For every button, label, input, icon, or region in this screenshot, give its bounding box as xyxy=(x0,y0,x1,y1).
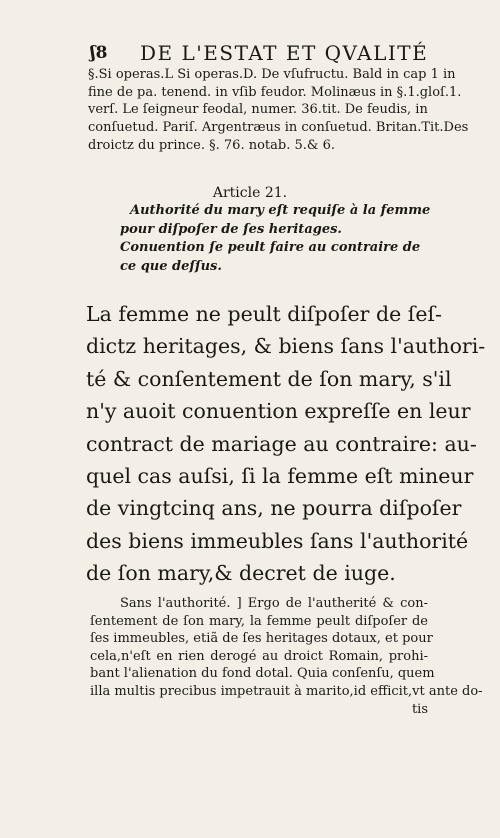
commentary-line: bant l'alienation du fond dotal. Quia conſenſu, quem xyxy=(90,666,435,682)
summary-line: pour diſpoſer de ſes heritages. xyxy=(120,221,342,237)
reference-line: droictz du prince. §. 76. notab. 5.& 6. xyxy=(88,137,335,153)
body-line: n'y auoit conuention expreſſe en leur xyxy=(86,399,471,424)
article-body xyxy=(86,298,486,590)
article-summary xyxy=(120,202,440,276)
page-number: ʃ8 xyxy=(90,43,108,63)
reference-line: fine de pa. tenend. in vſib feudor. Molinæus in §.1.gloſ.1. xyxy=(88,84,462,100)
commentary-line: ſes immeubles, etiã de ſes heritages dotaux, et pour xyxy=(90,631,433,647)
reference-line: conſuetud. Pariſ. Argentræus in conſuetud. Britan.Tit.Des xyxy=(88,120,469,136)
reference-line: §.Si operas.L Si operas.D. De vſufructu. Bald in cap 1 in xyxy=(88,67,456,82)
body-line: des biens immeubles ſans l'authorité xyxy=(86,528,469,553)
summary-line: ce que deſſus. xyxy=(120,258,222,274)
article-title: Article 21. xyxy=(212,185,288,201)
catchword: tis xyxy=(411,701,428,717)
body-line: de ſon mary,& decret de iuge. xyxy=(86,561,396,586)
summary-line: Authorité du mary eſt requiſe à la femme xyxy=(130,203,431,218)
body-line: quel cas auſsi, ſi la femme eſt mineur xyxy=(86,464,474,489)
body-line: La femme ne peult diſpoſer de ſeſ- xyxy=(86,302,442,326)
commentary-line: illa multis precibus impetrauit à marito,id efficit,vt ante do- xyxy=(90,683,483,699)
page-header xyxy=(0,37,500,69)
running-title: DE L'ESTAT ET QVALITÉ xyxy=(140,41,429,65)
reference-line: verſ. Le ſeigneur feodal, numer. 36.tit. De feudis, in xyxy=(88,102,428,118)
commentary xyxy=(90,595,483,718)
commentary-line: ſentement de ſon mary, la femme peult diſpoſer de xyxy=(90,613,428,629)
summary-line: Conuention ſe peult faire au contraire de xyxy=(120,240,421,255)
commentary-line: cela,n'eſt en rien derogé au droict Romain, prohi- xyxy=(90,648,428,664)
body-line: té & conſentement de ſon mary, s'il xyxy=(86,366,452,391)
body-line: de vingtcinq ans, ne pourra diſpoſer xyxy=(86,496,462,521)
commentary-line: Sans l'authorité. ] Ergo de l'autherité & con- xyxy=(120,596,428,611)
body-line: dictz heritages, & biens ſans l'authori- xyxy=(86,334,486,359)
marginal-references xyxy=(88,66,469,155)
body-line: contract de mariage au contraire: au- xyxy=(86,431,477,456)
